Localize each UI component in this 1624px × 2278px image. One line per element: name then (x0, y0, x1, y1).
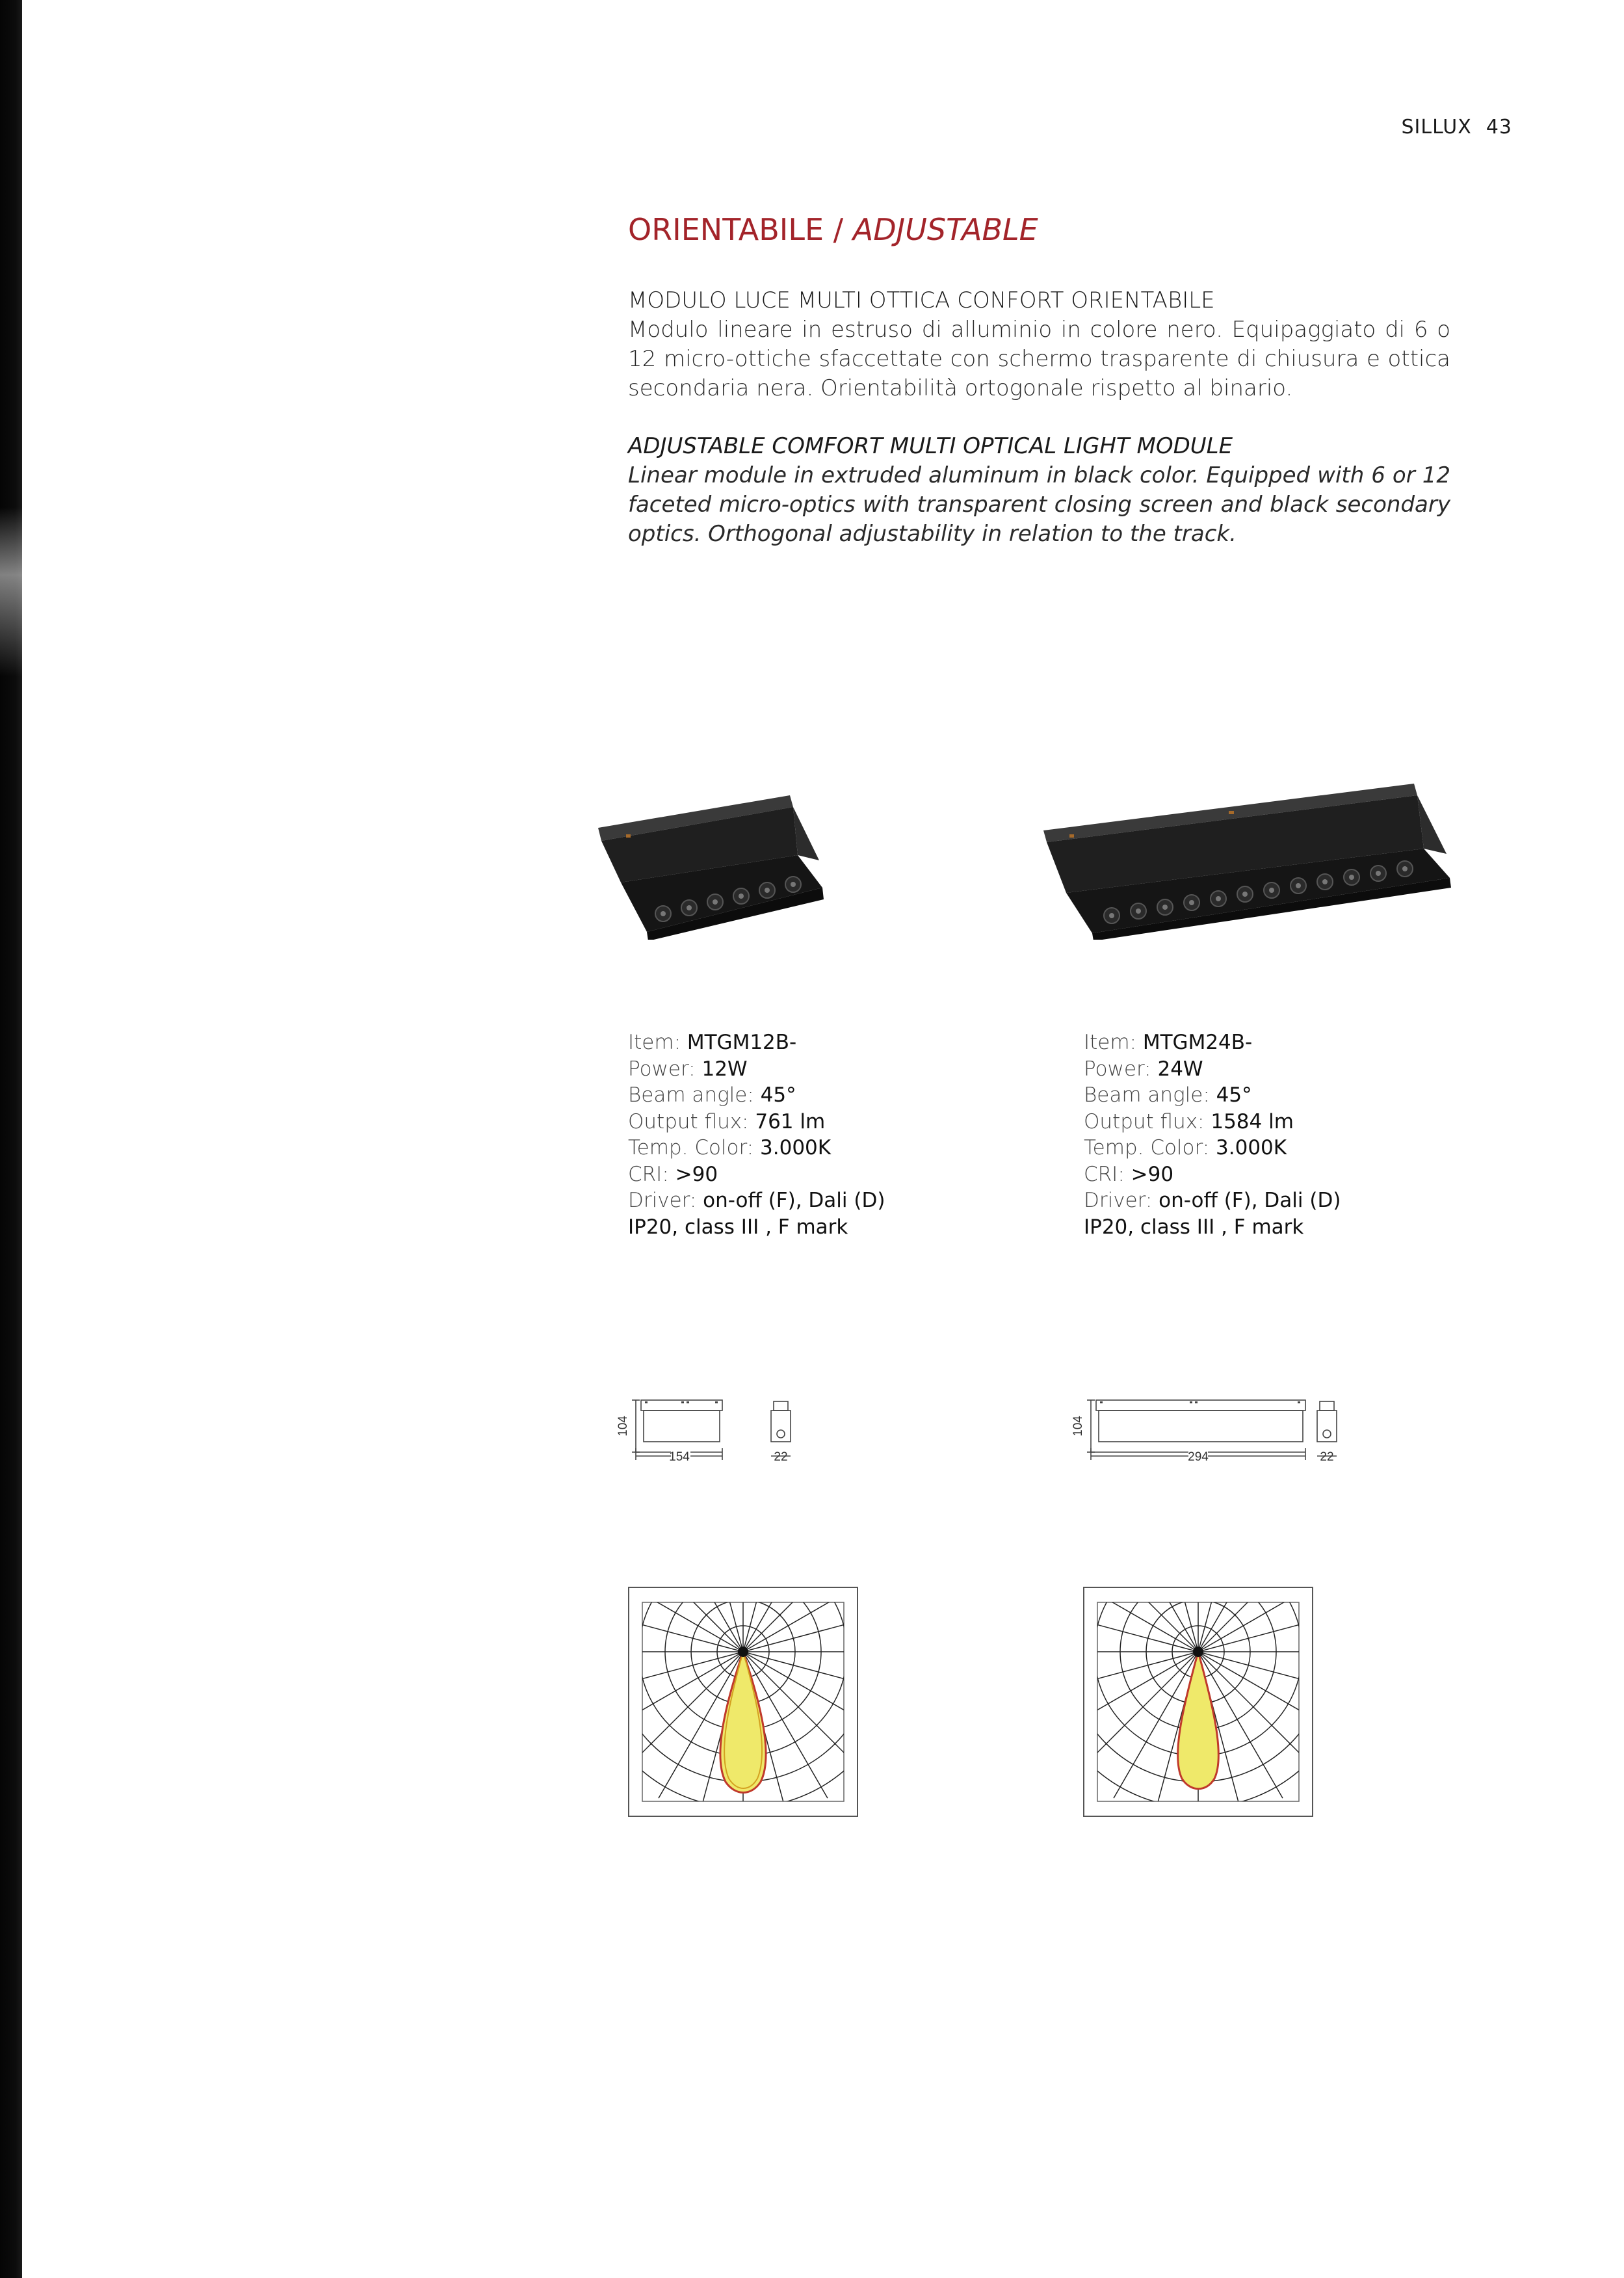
description-english (628, 432, 1450, 549)
spec-row (1084, 1187, 1341, 1214)
description-en-body: Linear module in extruded aluminum in black color. Equipped with 6 or 12 faceted micro-optics with transparent closing screen and black secondary optics. Orthogonal adjustability in relation to the track. (628, 462, 1450, 547)
page-number: 43 (1486, 116, 1512, 139)
title-sub: ADJUSTABLE (852, 212, 1038, 247)
description-en-heading: ADJUSTABLE COMFORT MULTI OPTICAL LIGHT MODULE (628, 433, 1233, 459)
page-title (628, 212, 1038, 247)
spec-row (1084, 1135, 1341, 1161)
spec-row (1084, 1056, 1341, 1083)
spec-label: Item: (628, 1031, 687, 1054)
spec-value: >90 (675, 1162, 718, 1186)
spec-row (1084, 1214, 1341, 1241)
page-header (1401, 116, 1512, 139)
product-photo-mtgm12b (595, 790, 832, 940)
spec-value: 3.000K (760, 1136, 832, 1159)
spec-value: 45° (760, 1083, 796, 1107)
spec-label: Power: (628, 1057, 702, 1081)
dimension-depth: 22 (774, 1450, 788, 1464)
spec-row (1084, 1161, 1341, 1188)
spec-row (628, 1214, 885, 1241)
brand-name: SILLUX (1401, 116, 1472, 139)
spec-value: MTGM24B- (1142, 1031, 1253, 1054)
spec-row (1084, 1109, 1341, 1135)
specs-mtgm24b (1084, 1029, 1341, 1240)
spec-value: on-off (F), Dali (D) (1159, 1189, 1341, 1212)
spec-value: IP20, class III , F mark (628, 1215, 848, 1239)
spec-value: 761 lm (755, 1109, 826, 1133)
description-it-body: Modulo lineare in estruso di alluminio in colore nero. Equipaggiato di 6 o 12 micro-ottiche sfaccettate con schermo trasparente di chiusura e ottica secondaria nera. Orientabilità ortogonale rispetto al binario. (628, 317, 1450, 401)
spec-value: 1584 lm (1211, 1109, 1294, 1133)
spec-value: 12W (701, 1057, 748, 1081)
spec-value: 24W (1157, 1057, 1203, 1081)
spec-label: Power: (1084, 1057, 1158, 1081)
dimension-length: 154 (669, 1450, 690, 1464)
dimension-height: 104 (616, 1416, 630, 1437)
title-main: ORIENTABILE / (628, 212, 844, 247)
dimension-depth: 22 (1320, 1450, 1334, 1464)
spec-row (1084, 1029, 1341, 1056)
side-strip (0, 0, 22, 2278)
dimension-drawing-mtgm12b (611, 1395, 806, 1512)
spec-value: 45° (1216, 1083, 1252, 1107)
description-italian (628, 286, 1450, 403)
spec-label: Driver: (1084, 1189, 1159, 1212)
spec-label: Beam angle: (1084, 1083, 1216, 1107)
spec-value: on-off (F), Dali (D) (703, 1189, 885, 1212)
spec-label: CRI: (1084, 1162, 1131, 1186)
spec-row (628, 1056, 885, 1083)
spec-row (628, 1135, 885, 1161)
spec-row (628, 1029, 885, 1056)
dimension-height: 104 (1071, 1416, 1085, 1437)
spec-label: Output flux: (1084, 1109, 1211, 1133)
specs-mtgm12b (628, 1029, 885, 1240)
spec-label: Beam angle: (628, 1083, 761, 1107)
spec-value: IP20, class III , F mark (1084, 1215, 1304, 1239)
spec-label: Driver: (628, 1189, 703, 1212)
polar-light-distribution-mtgm24b (1083, 1587, 1313, 1817)
spec-value: >90 (1131, 1162, 1174, 1186)
side-glow (0, 507, 22, 676)
spec-label: Temp. Color: (628, 1136, 761, 1159)
spec-value: MTGM12B- (687, 1031, 797, 1054)
spec-label: Temp. Color: (1084, 1136, 1216, 1159)
dimension-drawing-mtgm24b (1066, 1395, 1352, 1512)
spec-row (628, 1187, 885, 1214)
spec-row (1084, 1082, 1341, 1109)
dimension-length: 294 (1188, 1450, 1209, 1464)
spec-label: Item: (1084, 1031, 1143, 1054)
polar-light-distribution-mtgm12b (628, 1587, 858, 1817)
description-it-heading: MODULO LUCE MULTI OTTICA CONFORT ORIENTABILE (628, 287, 1215, 313)
spec-value: 3.000K (1216, 1136, 1287, 1159)
spec-row (628, 1109, 885, 1135)
spec-row (628, 1082, 885, 1109)
spec-label: Output flux: (628, 1109, 755, 1133)
spec-label: CRI: (628, 1162, 675, 1186)
product-photo-mtgm24b (1040, 777, 1456, 940)
spec-row (628, 1161, 885, 1188)
